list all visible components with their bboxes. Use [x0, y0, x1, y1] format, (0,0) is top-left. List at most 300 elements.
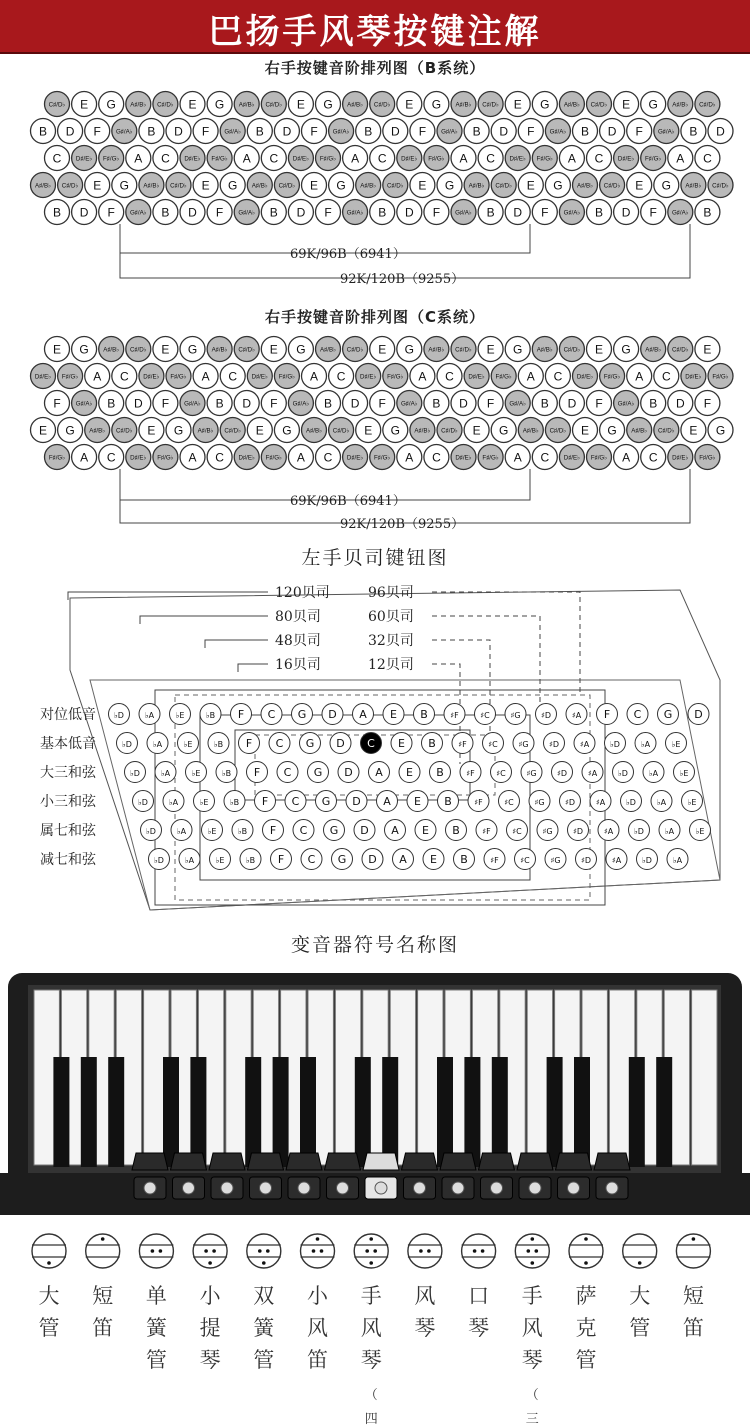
register-switch — [594, 1153, 630, 1170]
bass-button — [316, 791, 337, 812]
key-note: G♯/A♭ — [346, 209, 364, 217]
key-button — [247, 418, 272, 443]
key-button — [220, 364, 245, 389]
bass-note: ♭E — [695, 827, 705, 836]
key-note: D — [404, 205, 414, 220]
bass-note: ♯C — [520, 856, 530, 865]
key-note: C — [228, 369, 238, 384]
key-button — [545, 364, 570, 389]
key-button — [166, 418, 191, 443]
key-button — [288, 337, 313, 362]
key-button — [491, 364, 516, 389]
key-note: E — [201, 178, 210, 193]
key-button — [180, 200, 205, 225]
register-symbol — [462, 1234, 496, 1268]
bass-note: ♭E — [687, 798, 697, 807]
key-button — [559, 445, 584, 470]
bass-button — [574, 733, 595, 754]
key-note: G♯/A♭ — [115, 128, 133, 136]
key-note: G — [106, 97, 116, 112]
key-note: D — [242, 396, 252, 411]
bass-button — [301, 849, 322, 870]
bass-button — [545, 849, 566, 870]
key-button — [451, 445, 476, 470]
key-button — [112, 173, 137, 198]
bass-button — [582, 762, 603, 783]
key-button — [126, 200, 151, 225]
key-note: A — [526, 369, 535, 384]
key-button — [234, 146, 259, 171]
key-button — [85, 364, 110, 389]
bass-note: E — [390, 708, 397, 721]
key-button — [410, 173, 435, 198]
bass-note: D — [694, 708, 703, 721]
bass-row-label: 对位低音 — [40, 707, 96, 723]
key-button — [559, 200, 584, 225]
key-button — [505, 146, 530, 171]
key-button — [316, 391, 341, 416]
key-note: A♯/B♭ — [251, 182, 268, 190]
key-button — [410, 418, 435, 443]
bass-note: ♯F — [482, 827, 491, 836]
bass-note: A — [399, 853, 407, 866]
key-note: B — [323, 396, 333, 411]
bass-button — [109, 704, 130, 725]
bass-button — [361, 733, 382, 754]
key-note: B — [486, 205, 495, 220]
key-button — [708, 119, 733, 144]
bass-button — [483, 733, 504, 754]
key-note: G♯/A♭ — [292, 400, 310, 408]
key-button — [302, 119, 327, 144]
key-button — [234, 200, 259, 225]
register-symbols — [0, 1225, 750, 1428]
key-button — [126, 146, 151, 171]
key-button — [532, 337, 557, 362]
bass-note: ♭B — [205, 711, 216, 720]
bass-note: B — [452, 824, 460, 837]
key-note: C — [486, 151, 495, 166]
key-note: E — [80, 97, 89, 112]
key-note: D — [459, 396, 468, 411]
key-note: F — [201, 124, 210, 139]
section-b-title: 右手按键音阶排列图（B系统） — [264, 59, 486, 77]
key-note: D — [513, 205, 523, 220]
key-note: C — [336, 369, 346, 384]
bass-button — [393, 849, 414, 870]
bass-note: ♯C — [480, 711, 490, 720]
register-switch — [517, 1153, 553, 1170]
key-button — [681, 364, 706, 389]
key-note: B — [269, 205, 278, 220]
key-button — [58, 119, 83, 144]
key-button — [383, 364, 408, 389]
bass-button — [353, 704, 374, 725]
key-button — [587, 391, 612, 416]
key-note: G — [715, 423, 726, 438]
key-button — [695, 445, 720, 470]
bass-button — [515, 849, 536, 870]
bass-note: ♯A — [587, 769, 598, 778]
key-button — [166, 173, 191, 198]
key-button — [207, 337, 232, 362]
bass-note: ♯A — [611, 856, 622, 865]
bass-button — [293, 820, 314, 841]
bass-note: D — [352, 795, 361, 808]
key-note: F — [161, 396, 170, 411]
bass-button — [194, 791, 215, 812]
key-button — [654, 119, 679, 144]
key-button — [478, 146, 503, 171]
key-button — [85, 173, 110, 198]
bass-note: F — [245, 737, 253, 750]
bass-button — [454, 849, 475, 870]
key-note: A♯/B♭ — [347, 101, 364, 109]
key-button — [329, 173, 354, 198]
key-button — [451, 200, 476, 225]
key-note: A♯/B♭ — [89, 427, 106, 435]
key-button — [397, 146, 422, 171]
bass-button — [674, 762, 695, 783]
key-button — [207, 92, 232, 117]
key-button — [207, 146, 232, 171]
key-button — [641, 146, 666, 171]
key-button — [695, 92, 720, 117]
bass-note: F — [277, 853, 285, 866]
key-note: A — [418, 369, 427, 384]
bass-note: G — [313, 766, 323, 779]
key-button — [72, 337, 97, 362]
bass-note: ♭B — [237, 827, 248, 836]
key-button — [424, 200, 449, 225]
bass-note: ♭E — [183, 740, 193, 749]
bass-button — [308, 762, 329, 783]
range-label-120: 92K/120B（9255） — [340, 517, 465, 532]
key-note: C — [553, 369, 563, 384]
key-note: E — [526, 178, 535, 193]
key-button — [491, 418, 516, 443]
key-button — [126, 391, 151, 416]
key-note: C♯/D♭ — [386, 182, 404, 190]
key-note: D♯/E♭ — [685, 373, 702, 381]
key-note: F♯/G♭ — [536, 155, 553, 163]
key-button — [72, 391, 97, 416]
key-note: F — [635, 124, 643, 139]
key-note: E — [309, 178, 319, 193]
bass-note: ♯G — [510, 711, 521, 720]
key-button — [139, 173, 164, 198]
key-note: E — [472, 423, 481, 438]
bass-note: ♭B — [245, 856, 256, 865]
key-note: C — [215, 450, 224, 465]
bass-size-left: 120贝司 — [275, 585, 330, 601]
bass-note: C — [307, 853, 316, 866]
key-button — [614, 391, 639, 416]
key-note: G — [119, 178, 129, 193]
key-note: A♯/B♭ — [211, 346, 228, 354]
register-switch — [440, 1153, 476, 1170]
key-note: F — [527, 124, 535, 139]
key-note: A♯/B♭ — [143, 182, 160, 190]
key-note: A — [188, 450, 197, 465]
bass-note: C — [275, 737, 284, 750]
key-note: G♯/A♭ — [400, 400, 418, 408]
bass-button — [537, 820, 558, 841]
key-note: E — [147, 423, 156, 438]
key-button — [383, 173, 408, 198]
key-button — [247, 119, 272, 144]
key-button — [193, 364, 218, 389]
key-note: B — [540, 396, 549, 411]
bass-button — [544, 733, 565, 754]
key-note: B — [689, 124, 698, 139]
key-note: B — [364, 124, 373, 139]
key-note: F♯/G♭ — [428, 155, 445, 163]
key-button — [505, 337, 530, 362]
register-symbol — [515, 1234, 549, 1268]
bass-note: G — [337, 853, 347, 866]
key-button — [99, 391, 124, 416]
key-note: A♯/B♭ — [428, 346, 445, 354]
key-button — [220, 119, 245, 144]
key-button — [274, 173, 299, 198]
bass-note: A — [375, 766, 383, 779]
key-note: A♯/B♭ — [577, 182, 593, 190]
bass-size-right: 32贝司 — [368, 633, 414, 649]
key-button — [505, 391, 530, 416]
key-note: C♯/D♭ — [224, 427, 242, 435]
bass-note: F — [253, 766, 261, 779]
bass-note: D — [336, 737, 345, 750]
bass-button — [155, 762, 176, 783]
key-button — [261, 445, 286, 470]
bass-button — [125, 762, 146, 783]
key-note: B — [703, 205, 712, 220]
key-note: G — [499, 423, 509, 438]
bass-button — [240, 849, 261, 870]
bass-button — [590, 791, 611, 812]
key-button — [614, 445, 639, 470]
key-button — [478, 337, 503, 362]
key-note: A♯/B♭ — [631, 427, 648, 435]
key-button — [424, 92, 449, 117]
key-note: C♯/D♭ — [455, 346, 472, 354]
register-name: 短笛 — [92, 1284, 114, 1340]
key-button — [207, 200, 232, 225]
key-button — [234, 445, 259, 470]
key-note: F♯/G♭ — [482, 454, 499, 462]
key-button — [559, 146, 584, 171]
bass-button — [637, 849, 658, 870]
key-note: F — [378, 396, 386, 411]
key-button — [505, 92, 530, 117]
bass-button — [200, 704, 221, 725]
key-note: D♯/E♭ — [509, 155, 526, 163]
bass-button — [568, 820, 589, 841]
key-note: A♯/B♭ — [685, 182, 702, 190]
bass-note: ♭E — [199, 798, 209, 807]
key-note: D — [716, 124, 725, 139]
key-button — [112, 418, 137, 443]
key-button — [559, 337, 584, 362]
title-banner — [0, 0, 750, 54]
bass-button — [330, 733, 351, 754]
key-note: D — [188, 205, 197, 220]
bass-button — [627, 704, 648, 725]
key-note: F — [486, 396, 495, 411]
bass-note: ♭D — [618, 769, 628, 778]
key-note: E — [38, 423, 48, 438]
bass-note: ♯G — [526, 769, 537, 778]
bass-note: ♯D — [580, 856, 592, 865]
bass-button — [383, 704, 404, 725]
key-button — [261, 92, 286, 117]
bass-button — [232, 820, 253, 841]
key-note: F♯/G♭ — [103, 155, 120, 163]
key-button — [343, 391, 368, 416]
bass-note: B — [444, 795, 452, 808]
key-button — [573, 364, 598, 389]
bass-note: G — [329, 824, 339, 837]
bass-button — [147, 733, 168, 754]
key-button — [343, 200, 368, 225]
key-note: C — [52, 151, 62, 166]
key-note: A — [351, 151, 360, 166]
key-note: B — [432, 396, 441, 411]
register-switch — [248, 1153, 284, 1170]
key-note: A — [676, 151, 685, 166]
key-note: C — [377, 151, 387, 166]
bass-note: A — [383, 795, 391, 808]
bass-button — [407, 791, 428, 812]
key-note: D — [390, 124, 400, 139]
bass-button — [149, 849, 170, 870]
key-note: F♯/G♭ — [157, 454, 174, 462]
c-system-keyboard — [0, 330, 750, 540]
key-note: G — [65, 423, 75, 438]
bass-button — [468, 791, 489, 812]
key-note: G♯/A♭ — [509, 400, 527, 408]
bass-note: ♯G — [518, 740, 529, 749]
key-note: D♯/E♭ — [292, 155, 310, 163]
bass-button — [643, 762, 664, 783]
key-button — [234, 337, 259, 362]
bass-button — [415, 820, 436, 841]
bass-button — [178, 733, 199, 754]
key-note: A♯/B♭ — [522, 427, 539, 435]
bass-note: ♭A — [184, 856, 195, 865]
key-note: D♯/E♭ — [360, 373, 377, 381]
key-button — [464, 418, 489, 443]
key-button — [695, 391, 720, 416]
key-note: C — [594, 151, 604, 166]
key-button — [99, 200, 124, 225]
bass-button — [261, 704, 282, 725]
key-button — [370, 445, 395, 470]
bass-button — [536, 704, 557, 725]
key-button — [410, 364, 435, 389]
key-note: D♯/E♭ — [401, 155, 418, 163]
key-note: A — [80, 450, 89, 465]
key-button — [153, 92, 178, 117]
black-key — [492, 1057, 508, 1167]
register-name: 手风琴（四 — [360, 1284, 382, 1427]
register-symbol — [247, 1234, 281, 1268]
key-note: D♯/E♭ — [455, 454, 472, 462]
key-button — [695, 337, 720, 362]
key-button — [464, 173, 489, 198]
key-note: C♯/D♭ — [170, 182, 187, 190]
key-button — [518, 119, 543, 144]
key-button — [45, 337, 70, 362]
key-note: B — [107, 396, 116, 411]
key-note: F♯/G♭ — [319, 155, 337, 163]
key-button — [207, 445, 232, 470]
key-note: A♯/B♭ — [468, 182, 485, 190]
bass-note: D — [368, 853, 377, 866]
key-note: A — [93, 369, 102, 384]
key-note: G♯/A♭ — [332, 128, 350, 136]
key-button — [139, 418, 164, 443]
bass-button — [239, 733, 260, 754]
key-note: G♯/A♭ — [617, 400, 635, 408]
key-button — [518, 364, 543, 389]
black-key — [273, 1057, 289, 1167]
bass-note: B — [460, 853, 468, 866]
key-note: E — [378, 342, 387, 357]
bass-button — [133, 791, 154, 812]
key-note: G♯/A♭ — [549, 128, 567, 136]
key-button — [668, 337, 693, 362]
bass-note: ♭A — [168, 798, 179, 807]
key-button — [288, 445, 313, 470]
bass-button — [452, 733, 473, 754]
key-button — [654, 418, 679, 443]
key-button — [288, 391, 313, 416]
key-button — [695, 200, 720, 225]
range-label-96: 69K/96B（6941） — [290, 247, 406, 262]
key-note: C♯/D♭ — [590, 101, 608, 109]
bass-button — [292, 704, 313, 725]
key-note: C♯/D♭ — [441, 427, 458, 435]
bass-note: ♭E — [215, 856, 225, 865]
key-button — [681, 173, 706, 198]
bass-note: A — [359, 708, 367, 721]
key-button — [126, 92, 151, 117]
key-button — [193, 418, 218, 443]
black-key — [245, 1057, 261, 1167]
key-button — [274, 364, 299, 389]
key-button — [329, 119, 354, 144]
key-button — [316, 146, 341, 171]
key-note: D♯/E♭ — [130, 454, 147, 462]
key-button — [559, 391, 584, 416]
key-button — [668, 200, 693, 225]
key-note: D — [675, 396, 685, 411]
bass-button — [552, 762, 573, 783]
bass-note: ♯A — [579, 740, 590, 749]
key-button — [383, 119, 408, 144]
key-note: G♯/A♭ — [224, 128, 242, 136]
key-button — [437, 418, 462, 443]
bass-note: ♯A — [603, 827, 614, 836]
key-note: A♯/B♭ — [645, 346, 662, 354]
bass-button — [255, 791, 276, 812]
key-button — [708, 173, 733, 198]
key-button — [424, 146, 449, 171]
key-note: D — [499, 124, 509, 139]
key-button — [627, 364, 652, 389]
